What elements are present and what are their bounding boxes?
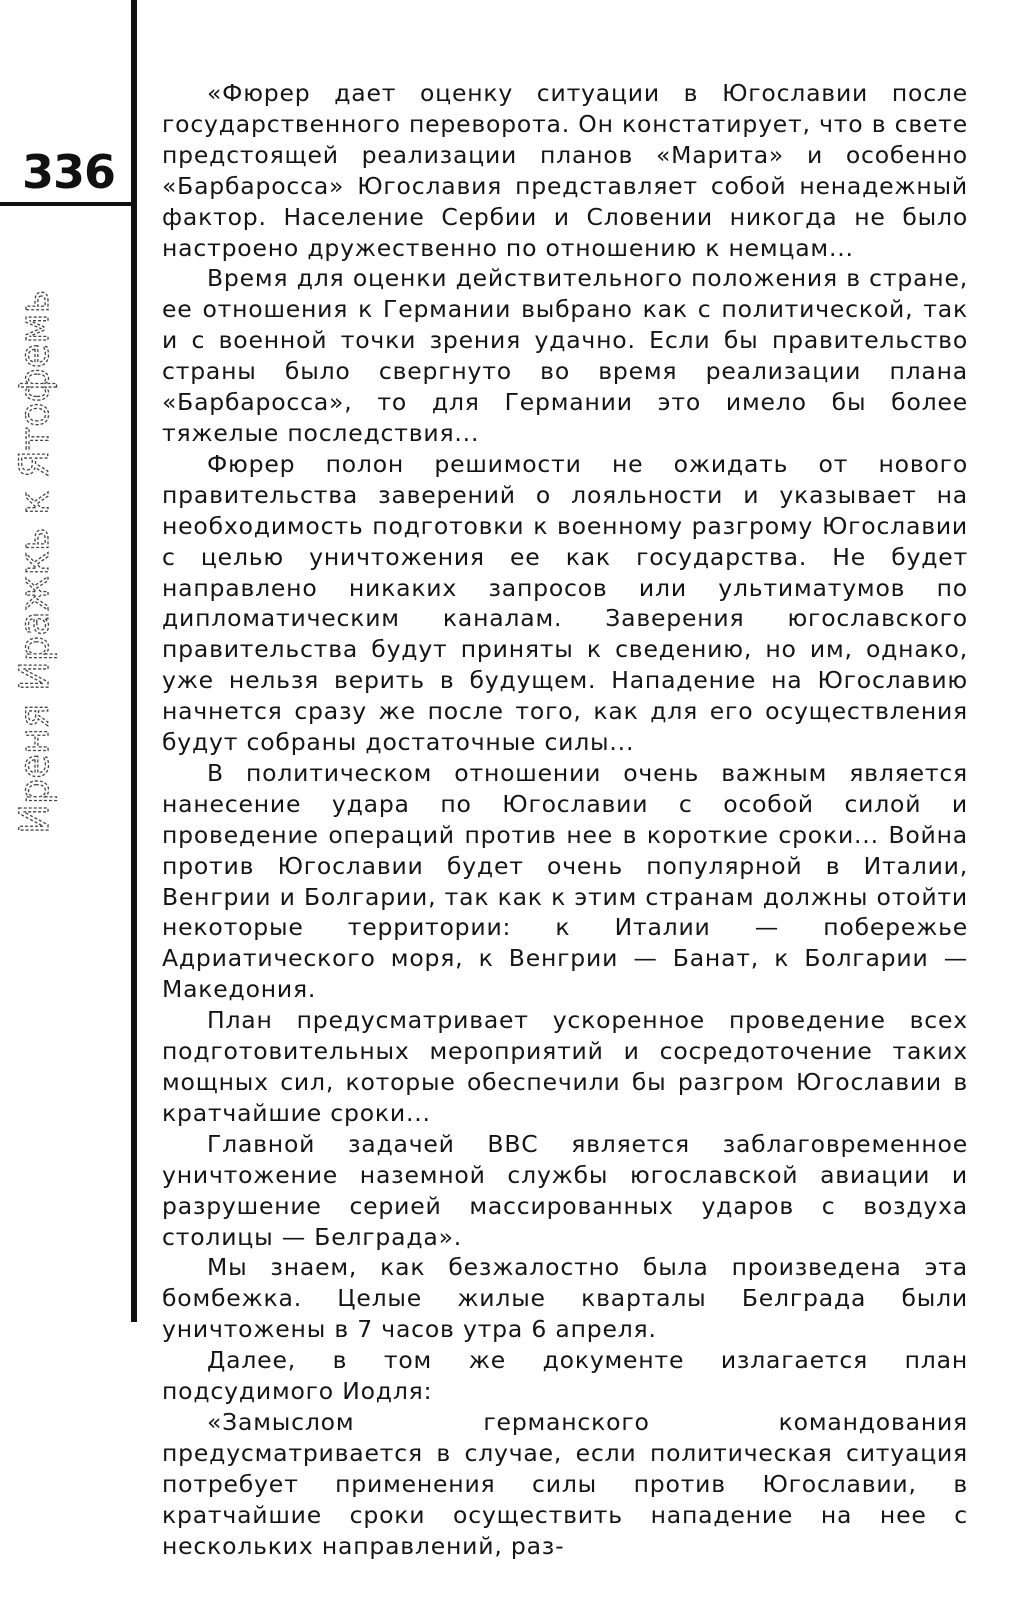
paragraph: Фюрер полон решимости не ожидать от нового правительства заверений о лояльности и указывает на необходимость подготовки к военному разгрому Югославии с целью уничтожения ее как государства. Не будет направлено никаких запросов или ультиматумов по дипломатическим каналам. Заверения югославского правительства будут приняты к сведению, но им, однако, уже нельзя верить в будущем. Нападение на Югославию начнется сразу же после того, как для его осуществления будут собраны достаточные силы... bbox=[162, 449, 968, 757]
paragraph: «Фюрер дает оценку ситуации в Югославии после государственного переворота. Он констатирует, что в свете предстоящей реализации планов «Марита» и особенно «Барбаросса» Югославия представляет собой ненадежный фактор. Население Сербии и Словении никогда не было настроено дружественно по отношению к немцам... bbox=[162, 79, 968, 262]
running-title-text: Иреня Иражкь к Ятофемь bbox=[12, 289, 58, 834]
paragraph: Далее, в том же документе излагается план подсудимого Иодля: bbox=[162, 1346, 968, 1406]
paragraph: «Замыслом германского командования предусматривается в случае, если политическая ситуация потребует применения силы против Югославии, в кратчайшие сроки осуществить нападение на нее с нескольких направлений, раз- bbox=[162, 1407, 968, 1560]
paragraph: Время для оценки действительного положения в стране, ее отношения к Германии выбрано как с политической, так и с военной точки зрения удачно. Если бы правительство страны было свергнуто во время реализации плана «Барбаросса», то для Германии это имело бы более тяжелые последствия... bbox=[162, 264, 968, 447]
page-number: 336 bbox=[22, 145, 116, 199]
paragraph: Главной задачей ВВС является заблаговременное уничтожение наземной службы югославской авиации и разрушение серией массированных ударов с воздуха столицы — Белграда». bbox=[162, 1129, 968, 1251]
body-text bbox=[162, 78, 968, 1562]
margin-vertical-rule bbox=[131, 0, 137, 1322]
page-number-rule bbox=[0, 202, 137, 206]
paragraph: План предусматривает ускоренное проведение всех подготовительных мероприятий и сосредоточение таких мощных сил, которые обеспечили бы разгром Югославии в кратчайшие сроки... bbox=[162, 1006, 968, 1127]
paragraph: Мы знаем, как безжалостно была произведена эта бомбежка. Целые жилые кварталы Белграда были уничтожены в 7 часов утра 6 апреля. bbox=[162, 1253, 968, 1344]
paragraph: В политическом отношении очень важным является нанесение удара по Югославии с особой силой и проведение операций против нее в короткие сроки... Война против Югославии будет очень популярной в Италии, Венгрии и Болгарии, так как к этим странам должны отойти некоторые территории: к Италии — побережье Адриатического моря, к Венгрии — Банат, к Болгарии — Македония. bbox=[162, 758, 968, 1004]
running-title-vertical bbox=[8, 222, 118, 842]
